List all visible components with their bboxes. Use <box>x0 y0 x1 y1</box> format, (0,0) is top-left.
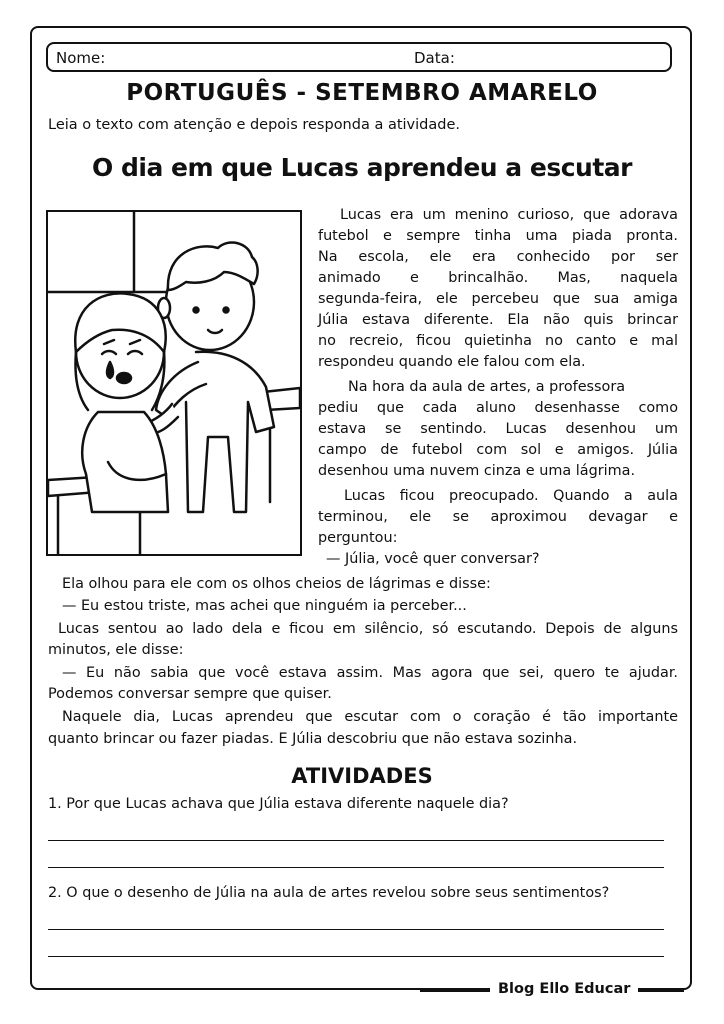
story-line: — Eu estou triste, mas achei que ninguém ia perceber... <box>62 598 467 614</box>
story-line: Na hora da aula de artes, a professora <box>348 379 626 395</box>
answer-line[interactable] <box>48 956 664 957</box>
answer-line[interactable] <box>48 867 664 868</box>
answer-line[interactable] <box>48 840 664 841</box>
story-line: respondeu quando ele falou com ela. <box>318 354 586 370</box>
page-title: PORTUGUÊS - SETEMBRO AMARELO <box>126 80 598 106</box>
story-line: terminou, ele se aproximou devagar e <box>318 509 678 525</box>
story-line: — Eu não sabia que você estava assim. Mas agora que sei, quero te ajudar. <box>62 665 678 681</box>
story-line: segunda-feira, ele percebeu que sua amiga <box>318 291 678 307</box>
story-line: Podemos conversar sempre que quiser. <box>48 686 332 702</box>
story-line: Na escola, ele era conhecido por ser <box>318 249 678 265</box>
story-line: Júlia estava diferente. Ela não quis brincar <box>318 312 678 328</box>
footer-brand: Blog Ello Educar <box>490 981 638 997</box>
story-line: perguntou: <box>318 530 398 546</box>
story-line: futebol e sempre tinha uma piada pronta. <box>318 228 678 244</box>
question-2: 2. O que o desenho de Júlia na aula de artes revelou sobre seus sentimentos? <box>48 885 610 901</box>
story-title: O dia em que Lucas aprendeu a escutar <box>92 153 632 182</box>
story-line: minutos, ele disse: <box>48 642 184 658</box>
story-line: pediu que cada aluno desenhasse como <box>318 400 678 416</box>
question-1: 1. Por que Lucas achava que Júlia estava diferente naquele dia? <box>48 796 509 812</box>
children-comforting-illustration <box>46 210 302 556</box>
story-line: desenhou uma nuvem cinza e uma lágrima. <box>318 463 636 479</box>
story-line: campo de futebol com sol e amigos. Júlia <box>318 442 678 458</box>
story-line: animado e brincalhão. Mas, naquela <box>318 270 678 286</box>
story-line: Lucas sentou ao lado dela e ficou em silêncio, só escutando. Depois de alguns <box>58 621 678 637</box>
story-line: quanto brincar ou fazer piadas. E Júlia descobriu que não estava sozinha. <box>48 731 578 747</box>
footer-divider <box>420 990 490 992</box>
instruction-text: Leia o texto com atenção e depois responda a atividade. <box>48 117 460 133</box>
story-line: — Júlia, você quer conversar? <box>326 551 540 567</box>
date-field-label[interactable]: Data: <box>414 49 455 67</box>
answer-line[interactable] <box>48 929 664 930</box>
name-date-box <box>46 42 672 72</box>
story-line: Lucas era um menino curioso, que adorava <box>340 207 678 223</box>
story-line: Lucas ficou preocupado. Quando a aula <box>344 488 678 504</box>
name-field-label[interactable]: Nome: <box>56 49 106 67</box>
story-line: estava se sentindo. Lucas desenhou um <box>318 421 678 437</box>
story-line: Ela olhou para ele com os olhos cheios de lágrimas e disse: <box>62 576 491 592</box>
activities-title: ATIVIDADES <box>291 764 433 788</box>
story-line: Naquele dia, Lucas aprendeu que escutar com o coração é tão importante <box>62 709 678 725</box>
story-line: no recreio, ficou quietinha no canto e mal <box>318 333 678 349</box>
footer-divider <box>636 990 684 992</box>
